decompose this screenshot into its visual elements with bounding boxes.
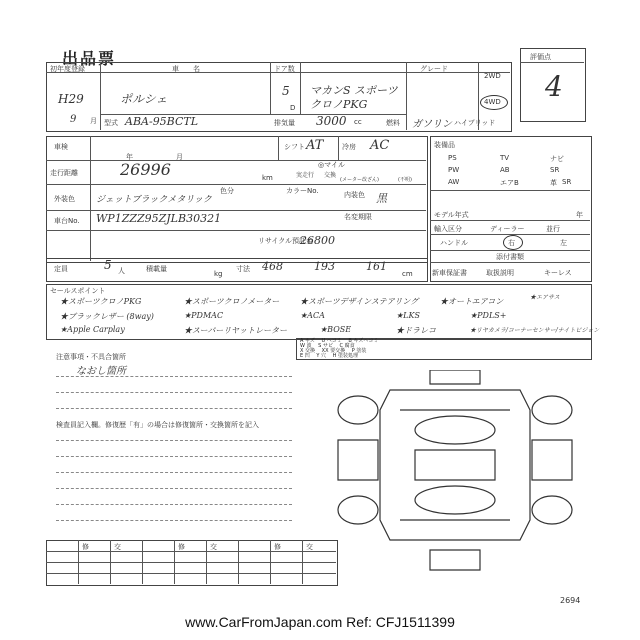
sales-point-3: ★スポーツデザインステアリング — [300, 297, 419, 306]
fuel-label: 燃料 — [386, 119, 400, 127]
equip-tv: TV — [500, 154, 510, 162]
sales-point-11: ★Apple Carplay — [60, 325, 125, 334]
vin-label: 車台No. — [54, 217, 80, 225]
ac-label: 冷房 — [342, 143, 356, 151]
sheet-title: 出品票 — [62, 49, 117, 68]
sales-point-15: ★リヤカメラ/コーナーセンサー/ナイトビジョン — [470, 327, 600, 334]
sales-point-1: ★スポーツクロノPKG — [60, 297, 142, 306]
car-body-outline — [380, 390, 530, 540]
equip-navi: ナビ — [550, 155, 564, 163]
hybrid-label: ハイブリッド — [454, 119, 496, 127]
handle-right-circle — [503, 235, 523, 250]
sales-point-10: ★PDLS+ — [470, 311, 507, 320]
color-no-label: 色分 — [220, 187, 234, 195]
sales-point-6: ★ブラックレザー (8way) — [60, 312, 154, 321]
equip-ps: PS — [448, 154, 457, 162]
drive-2wd: 2WD — [484, 72, 501, 80]
ac-value: AC — [370, 138, 390, 153]
model-value: ABA-95BCTL — [125, 115, 199, 128]
size-length: 468 — [262, 260, 283, 273]
sales-point-12: ★スーパーリヤットレーター — [184, 326, 288, 335]
inspection-label: 車検 — [54, 143, 68, 151]
equip-leather: 革 — [550, 179, 557, 187]
doors-unit: D — [290, 104, 296, 112]
front-bumper — [430, 370, 480, 384]
size-unit: cm — [402, 270, 413, 278]
color-number-label: カラーNo. — [286, 187, 319, 195]
bottom-table-h3: 修 — [178, 543, 185, 551]
size-width: 193 — [314, 260, 335, 273]
bottom-table-h5: 修 — [274, 543, 281, 551]
sales-point-14: ★ドラレコ — [396, 326, 436, 335]
car-name-label: 車 名 — [172, 65, 200, 73]
size-height: 161 — [366, 260, 387, 273]
sales-point-7: ★PDMAC — [184, 311, 224, 320]
mileage-sub-4: (不明) — [398, 177, 412, 183]
sales-point-9: ★LKS — [396, 311, 420, 320]
rear-bumper — [430, 550, 480, 570]
grade-box-label: 評価点 — [530, 53, 551, 61]
fuel-value: ガソリン — [412, 119, 452, 130]
model-year-label: モデル年式 — [434, 211, 469, 219]
bottom-table-h4: 交 — [210, 543, 217, 551]
wheel-front-right — [532, 396, 572, 424]
wheel-rear-left — [338, 496, 378, 524]
sales-point-4: ★オートエアコン — [440, 297, 504, 306]
bottom-table-h6: 交 — [306, 543, 313, 551]
bottom-table — [46, 540, 338, 586]
ext-color-label: 外装色 — [54, 195, 75, 203]
first-reg-month: 9 — [70, 114, 77, 125]
car-damage-diagram — [330, 370, 590, 590]
roof — [415, 450, 495, 480]
docs-warranty: 新車保証書 — [432, 269, 467, 277]
notes-label: 注意事項・不具合箇所 — [56, 353, 126, 361]
windshield — [415, 416, 495, 444]
handle-right: 右 — [508, 239, 515, 247]
capacity-unit: 人 — [118, 267, 125, 275]
equip-aw: AW — [448, 178, 460, 186]
shift-value: AT — [306, 138, 324, 153]
load-label: 積載量 — [146, 265, 167, 273]
drive-4wd: 4WD — [484, 98, 501, 106]
first-reg-era: H29 — [58, 92, 84, 106]
handle-label: ハンドル — [440, 239, 468, 247]
vin-value: WP1ZZZ95ZJLB30321 — [96, 212, 222, 225]
mileage-sub-1: 実走行 — [296, 172, 315, 179]
sales-points-label: セールスポイント — [50, 287, 106, 295]
size-label: 寸法 — [236, 265, 250, 273]
bottom-table-h1: 修 — [82, 543, 89, 551]
capacity-value: 5 — [104, 258, 112, 272]
bottom-table-h2: 交 — [114, 543, 121, 551]
rear-window — [415, 486, 495, 514]
mileage-unit: km — [262, 174, 273, 182]
capacity-label: 定員 — [54, 265, 68, 273]
docs-keyless: キーレス — [544, 269, 572, 277]
sales-point-13: ★BOSE — [320, 325, 352, 334]
import-parallel: 並行 — [546, 225, 560, 233]
notes-value: なおし箇所 — [76, 366, 126, 377]
mileage-sub-2: 交換 — [324, 172, 337, 179]
sales-point-8: ★ACA — [300, 311, 325, 320]
displacement-label: 排気量 — [274, 119, 295, 127]
equip-sr: SR — [550, 166, 560, 174]
mileage-label: 走行距離 — [50, 169, 78, 177]
small-number: 2694 — [560, 596, 581, 605]
car-name: ポルシェ — [120, 92, 168, 106]
int-color-label: 内装色 — [344, 191, 365, 199]
equip-sr-2: SR — [562, 178, 572, 186]
doors-value: 5 — [282, 84, 290, 98]
doors-label: ドア数 — [274, 65, 295, 73]
equip-airbag: エアB — [500, 179, 519, 187]
grade-label: グレード — [420, 65, 448, 73]
int-color-value: 黒 — [376, 192, 387, 205]
equip-ab: AB — [500, 166, 510, 174]
ext-color-value: ジェットブラックメタリック — [96, 195, 212, 205]
inspection-month-unit: 月 — [176, 153, 183, 161]
model-year-unit: 年 — [576, 211, 583, 219]
transfer-label: 名変期限 — [344, 213, 372, 221]
wheel-front-left — [338, 396, 378, 424]
side-left — [338, 440, 378, 480]
equipment-label: 装備品 — [434, 141, 455, 149]
mileage-value: 26996 — [120, 160, 171, 179]
side-right — [532, 440, 572, 480]
displacement-value: 3000 — [316, 114, 347, 128]
sales-point-5: ★エアサス — [530, 294, 560, 301]
import-dealer: ディーラー — [490, 225, 525, 233]
wheel-rear-right — [532, 496, 572, 524]
import-label: 輸入区分 — [434, 225, 462, 233]
mileage-sub-3: (メーター改ざん) — [340, 177, 379, 183]
grade-name: マカンS スポーツクロノPKG — [310, 84, 398, 111]
grade-value: 4 — [545, 70, 563, 103]
drive-4wd-circle — [480, 95, 508, 110]
first-reg-month-unit: 月 — [90, 117, 97, 125]
shift-label: シフト — [284, 143, 305, 151]
sales-point-2: ★スポーツクロノメーター — [184, 297, 280, 306]
inspector-label: 検査員記入欄。修復歴「有」の場合は修復箇所・交換箇所を記入 — [56, 421, 259, 429]
footer-watermark: www.CarFromJapan.com Ref: CFJ1511399 — [0, 614, 640, 640]
docs-label: 添付書類 — [496, 253, 524, 261]
model-label: 型式 — [104, 119, 118, 127]
recycle-value: 26800 — [300, 234, 335, 247]
docs-manual: 取扱説明 — [486, 269, 514, 277]
equip-pw: PW — [448, 166, 460, 174]
damage-code-grid: A キズ U ヘコミ B キズヘコミ W 波 S サビ C 腐食 X 交換 XX 要交換 P 塗装 E 凹 Y 穴 H 塗装処理 — [300, 338, 379, 359]
first-reg-label: 初年度登録 — [50, 65, 85, 73]
mileage-circle-label: ◎マイル — [318, 161, 345, 169]
recycle-label: リサイクル預託金 — [258, 237, 314, 245]
handle-left: 左 — [560, 239, 567, 247]
inspection-year-unit: 年 — [126, 153, 133, 161]
load-unit: kg — [214, 270, 223, 278]
displacement-unit: cc — [354, 118, 362, 126]
